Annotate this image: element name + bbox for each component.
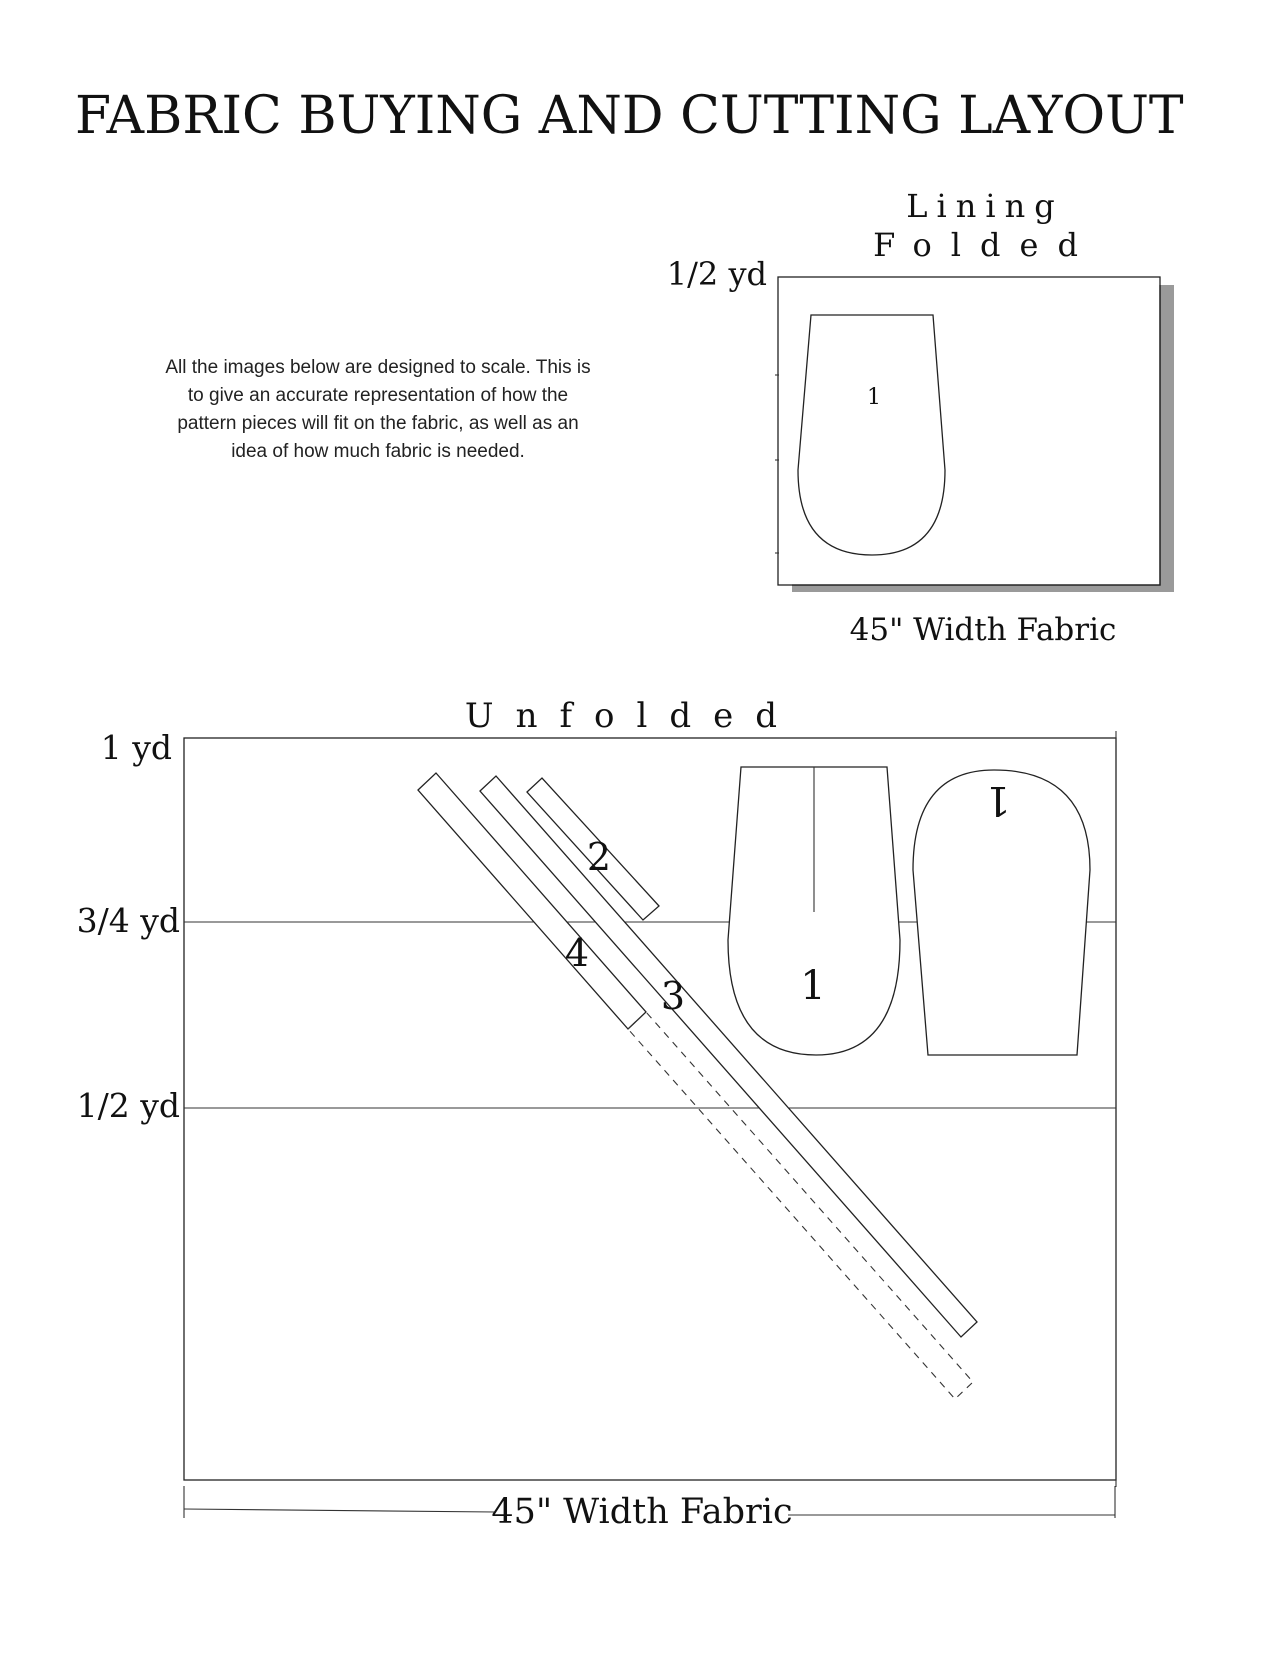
piece-3-number: 3 — [660, 974, 686, 1018]
folded-heading: Folded — [873, 226, 1097, 264]
unfolded-heading: Unfolded — [464, 696, 800, 736]
page-title: FABRIC BUYING AND CUTTING LAYOUT — [75, 86, 1184, 146]
piece-1-front-number: 1 — [800, 963, 826, 1009]
unfolded-pattern-piece-4 — [418, 773, 646, 1029]
one-yard-label: 1 yd — [100, 728, 172, 767]
width-dimension-line-left — [184, 1509, 495, 1512]
lining-pattern-piece-1 — [798, 315, 945, 555]
unfolded-width-label: 45" Width Fabric — [491, 1492, 793, 1532]
half-yard-label: 1/2 yd — [76, 1086, 180, 1125]
lining-heading: Lining — [906, 187, 1064, 225]
lining-width-label: 45" Width Fabric — [849, 612, 1117, 648]
note-line-4: idea of how much fabric is needed. — [231, 441, 525, 462]
note-line-1: All the images below are designed to scale. This is — [165, 357, 591, 378]
three-quarter-yard-label: 3/4 yd — [76, 901, 180, 940]
note-line-3: pattern pieces will fit on the fabric, as well as an — [177, 413, 579, 434]
scale-note — [165, 357, 590, 462]
note-line-2: to give an accurate representation of how the — [187, 385, 569, 406]
unfolded-layout — [77, 696, 1116, 1532]
lining-piece-1-number: 1 — [867, 385, 881, 410]
piece-4-number: 4 — [564, 931, 590, 975]
unfolded-pattern-piece-3 — [480, 776, 977, 1337]
piece-2-number: 2 — [586, 835, 612, 879]
lining-layout — [667, 187, 1174, 648]
lining-length-label: 1/2 yd — [666, 255, 767, 293]
piece-1-mirrored-number: 1 — [985, 777, 1011, 823]
piece-4-dashed-continuation — [628, 1012, 973, 1399]
